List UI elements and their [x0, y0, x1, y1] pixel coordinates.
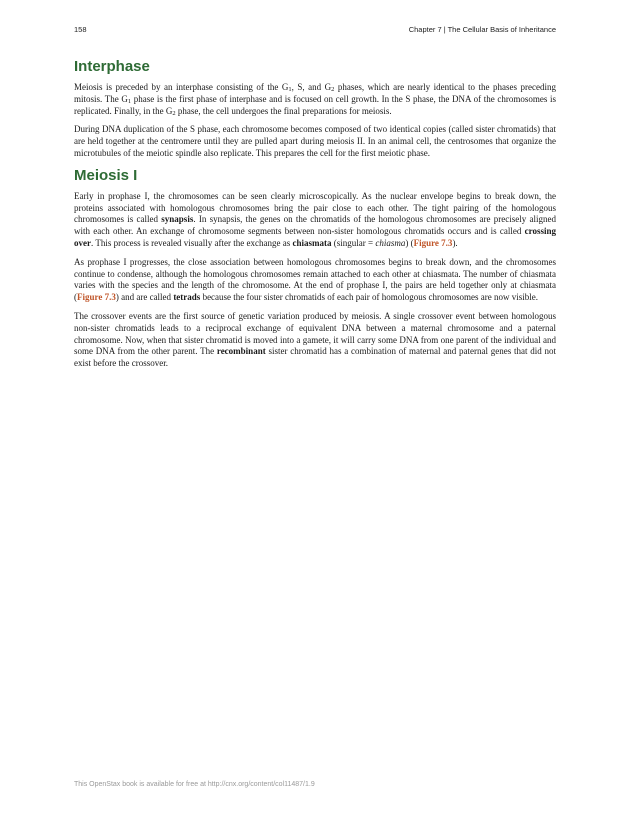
figure-link-7-3[interactable]: Figure 7.3 — [77, 292, 116, 303]
term-recombinant: recombinant — [216, 346, 266, 357]
page-footer: This OpenStax book is available for free at http://cnx.org/content/col11487/1.9 — [74, 781, 315, 788]
meiosis-paragraph-1: Early in prophase I, the chromosomes can be seen clearly microscopically. As the nuclear envelope begins to break down, the proteins associated with homologous chromosomes bring the pair close to each other. The tight pairing of the homologous chromosomes is called synapsis. In synapsis, the genes on the chromatids of the homologous chromosomes are precisely aligned with each other. An exchange of chromosome segments between non-sister homologous chromatids occurs and is called crossing over. This process is revealed visually after the exchange as chiasmata (singular = chiasma) (Figure 7.3). — [74, 190, 557, 248]
section-title-interphase: Interphase — [74, 58, 150, 75]
term-synapsis: synapsis — [161, 214, 194, 225]
page-header — [74, 25, 556, 37]
meiosis-paragraph-2: As prophase I progresses, the close association between homologous chromosomes begins to break down, and the chromosomes continue to condense, although the homologous chromosomes remain attached to each other at chiasmata. The number of chiasmata varies with the species and the length of the chromosome. At the end of prophase I, the pairs are held together only at chiasmata (Figure 7.3) and are called tetrads because the four sister chromatids of each pair of homologous chromosomes are now visible. — [74, 256, 556, 303]
term-crossing-over: crossing over — [74, 226, 556, 248]
meiosis-paragraph-3: The crossover events are the first source of genetic variation produced by meiosis. A single crossover event between homologous non-sister chromatids leads to a reciprocal exchange of equivalent DNA between a maternal chromosome and a paternal chromosome. Now, when that sister chromatid is moved into a gamete, it will carry some DNA from one parent of the individual and some DNA from the other parent. The recombinant sister chromatid has a combination of maternal and paternal genes that did not exist before the crossover. — [74, 310, 556, 369]
interphase-paragraph-1: Meiosis is preceded by an interphase consisting of the $G_1$, S, and $G_2$ phases, which are nearly identical to the phases preceding mitosis. The $G_1$ phase is the first phase of interphase and is focused on cell growth. In the S phase, the DNA of the chromosomes is replicated. Finally, in the $G_2$ phase, the cell undergoes the final preparations for meiosis. — [74, 82, 557, 117]
term-tetrads: tetrads — [173, 292, 201, 303]
term-chiasmata: chiasmata — [292, 237, 332, 248]
page-number: 158 — [74, 25, 87, 34]
figure-link-7-3[interactable]: Figure 7.3 — [413, 237, 453, 248]
term-chiasma: chiasma — [375, 237, 406, 248]
interphase-paragraph-2: During DNA duplication of the S phase, each chromosome becomes composed of two identical copies (called sister chromatids) that are held together at the centromere until they are pulled apart during meiosis II. In an animal cell, the centrosomes that organize the microtubules of the meiotic spindle also replicate. This prepares the cell for the first meiotic phase. — [74, 124, 556, 158]
section-title-meiosis-1: Meiosis I — [74, 166, 138, 184]
running-head: Chapter 7 | The Cellular Basis of Inheritance — [408, 25, 556, 34]
page-body — [74, 58, 556, 377]
